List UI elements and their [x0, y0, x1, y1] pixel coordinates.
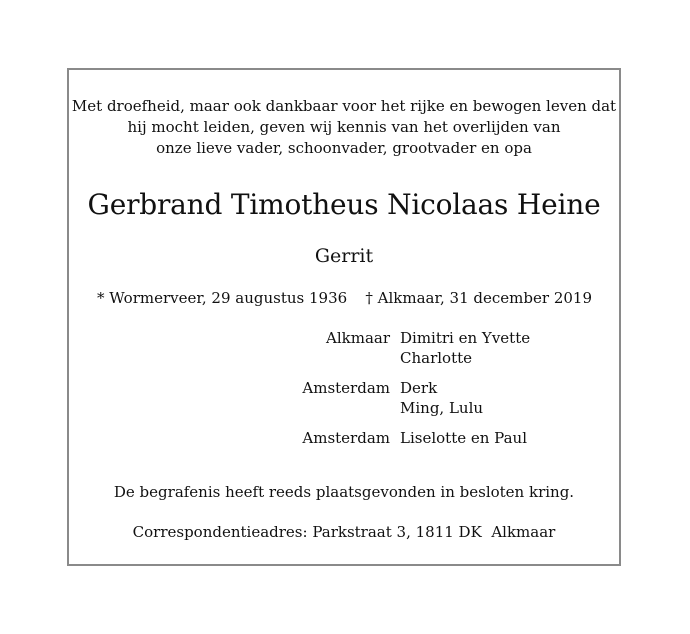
intro-text	[69, 96, 619, 159]
family-name: Dimitri en Yvette	[400, 329, 531, 347]
family-place: Amsterdam	[302, 379, 390, 397]
family-row	[69, 428, 619, 448]
announcement-frame	[67, 68, 621, 566]
deceased-nickname: Gerrit	[314, 245, 374, 267]
family-row	[69, 328, 619, 368]
intro-line-1: Met droefheid, maar ook dankbaar voor het rijke en bewogen leven dat	[71, 97, 617, 115]
death-info: † Alkmaar, 31 december 2019	[365, 289, 592, 307]
family-name: Liselotte en Paul	[400, 429, 527, 447]
intro-line-3: onze lieve vader, schoonvader, grootvader en opa	[156, 139, 532, 157]
birth-info: * Wormerveer, 29 augustus 1936	[97, 289, 348, 307]
deceased-full-name: Gerbrand Timotheus Nicolaas Heine	[87, 188, 601, 221]
family-names	[400, 328, 619, 368]
family-name: Derk	[400, 379, 438, 397]
intro-line-2: hij mocht leiden, geven wij kennis van het overlijden van	[127, 118, 561, 136]
burial-note: De begrafenis heeft reeds plaatsgevonden in besloten kring.	[113, 483, 575, 501]
family-place: Alkmaar	[326, 329, 390, 347]
family-names	[400, 428, 619, 448]
family-place: Amsterdam	[302, 429, 390, 447]
family-row	[69, 378, 619, 418]
family-list	[69, 328, 619, 458]
family-name: Ming, Lulu	[400, 399, 484, 417]
family-names	[400, 378, 619, 418]
correspondence-address: Correspondentieadres: Parkstraat 3, 1811 DK Alkmaar	[132, 523, 556, 541]
family-name: Charlotte	[400, 349, 473, 367]
